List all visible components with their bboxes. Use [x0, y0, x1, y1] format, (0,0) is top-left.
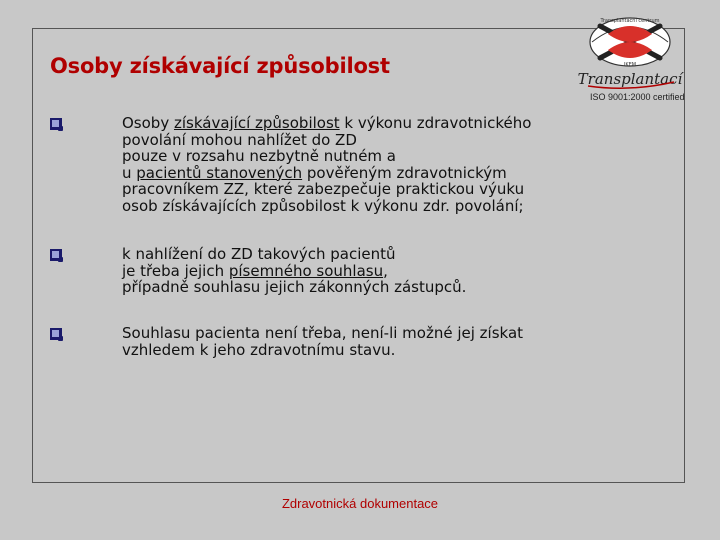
text-line: [122, 263, 652, 280]
text-line: [122, 279, 652, 296]
svg-text:IKEM: IKEM: [623, 62, 637, 68]
footer-label: Zdravotnická dokumentace: [281, 496, 439, 511]
text-line: [122, 132, 652, 149]
list-item-text: [122, 325, 652, 358]
text-segment: pověřeným zdravotnickým: [302, 163, 507, 182]
text-segment: vzhledem k jeho zdravotnímu stavu.: [122, 340, 396, 359]
slide-title: Osoby získávající způsobilost: [50, 54, 390, 78]
text-line: [122, 342, 652, 359]
underlined-text: získávající způsobilost: [173, 114, 340, 132]
text-segment: je třeba jejich: [122, 261, 229, 280]
text-segment: pracovníkem ZZ, které zabezpečuje praktickou výuku: [122, 180, 525, 198]
text-segment: osob získávajících způsobilost k výkonu zdr. povolání;: [122, 196, 524, 215]
text-line: [122, 246, 652, 263]
underlined-text: pacientů stanovených: [136, 163, 303, 182]
text-line: [122, 165, 652, 182]
text-line: [122, 181, 652, 198]
text-segment: k nahlížení do ZD takových pacientů: [122, 245, 396, 263]
text-segment: ,: [383, 261, 388, 280]
text-segment: Souhlasu pacienta není třeba, není-li možné jej získat: [122, 324, 524, 342]
list-item-text: [122, 115, 652, 214]
checkbox-bullet-icon: [50, 328, 62, 340]
text-segment: případně souhlasu jejich zákonných zástupců.: [122, 278, 467, 296]
underlined-text: písemného souhlasu: [228, 261, 384, 280]
text-line: [122, 325, 652, 342]
checkbox-bullet-icon: [50, 249, 62, 261]
text-line: [122, 148, 652, 165]
list-item-text: [122, 246, 652, 296]
svg-text:Transplantací: Transplantací: [577, 70, 683, 88]
text-line: [122, 198, 652, 215]
text-segment: k výkonu zdravotnického: [339, 114, 532, 132]
transplant-center-logo: [570, 8, 690, 94]
text-segment: Osoby: [122, 114, 174, 132]
iso-certification-label: ISO 9001:2000 certified: [590, 92, 685, 102]
text-segment: povolání mohou nahlížet do ZD: [122, 130, 357, 149]
text-segment: u: [122, 163, 137, 182]
checkbox-bullet-icon: [50, 118, 62, 130]
svg-text:Transplantační centrum: Transplantační centrum: [600, 18, 660, 24]
text-segment: pouze v rozsahu nezbytně nutném a: [122, 147, 396, 165]
text-line: [122, 115, 652, 132]
